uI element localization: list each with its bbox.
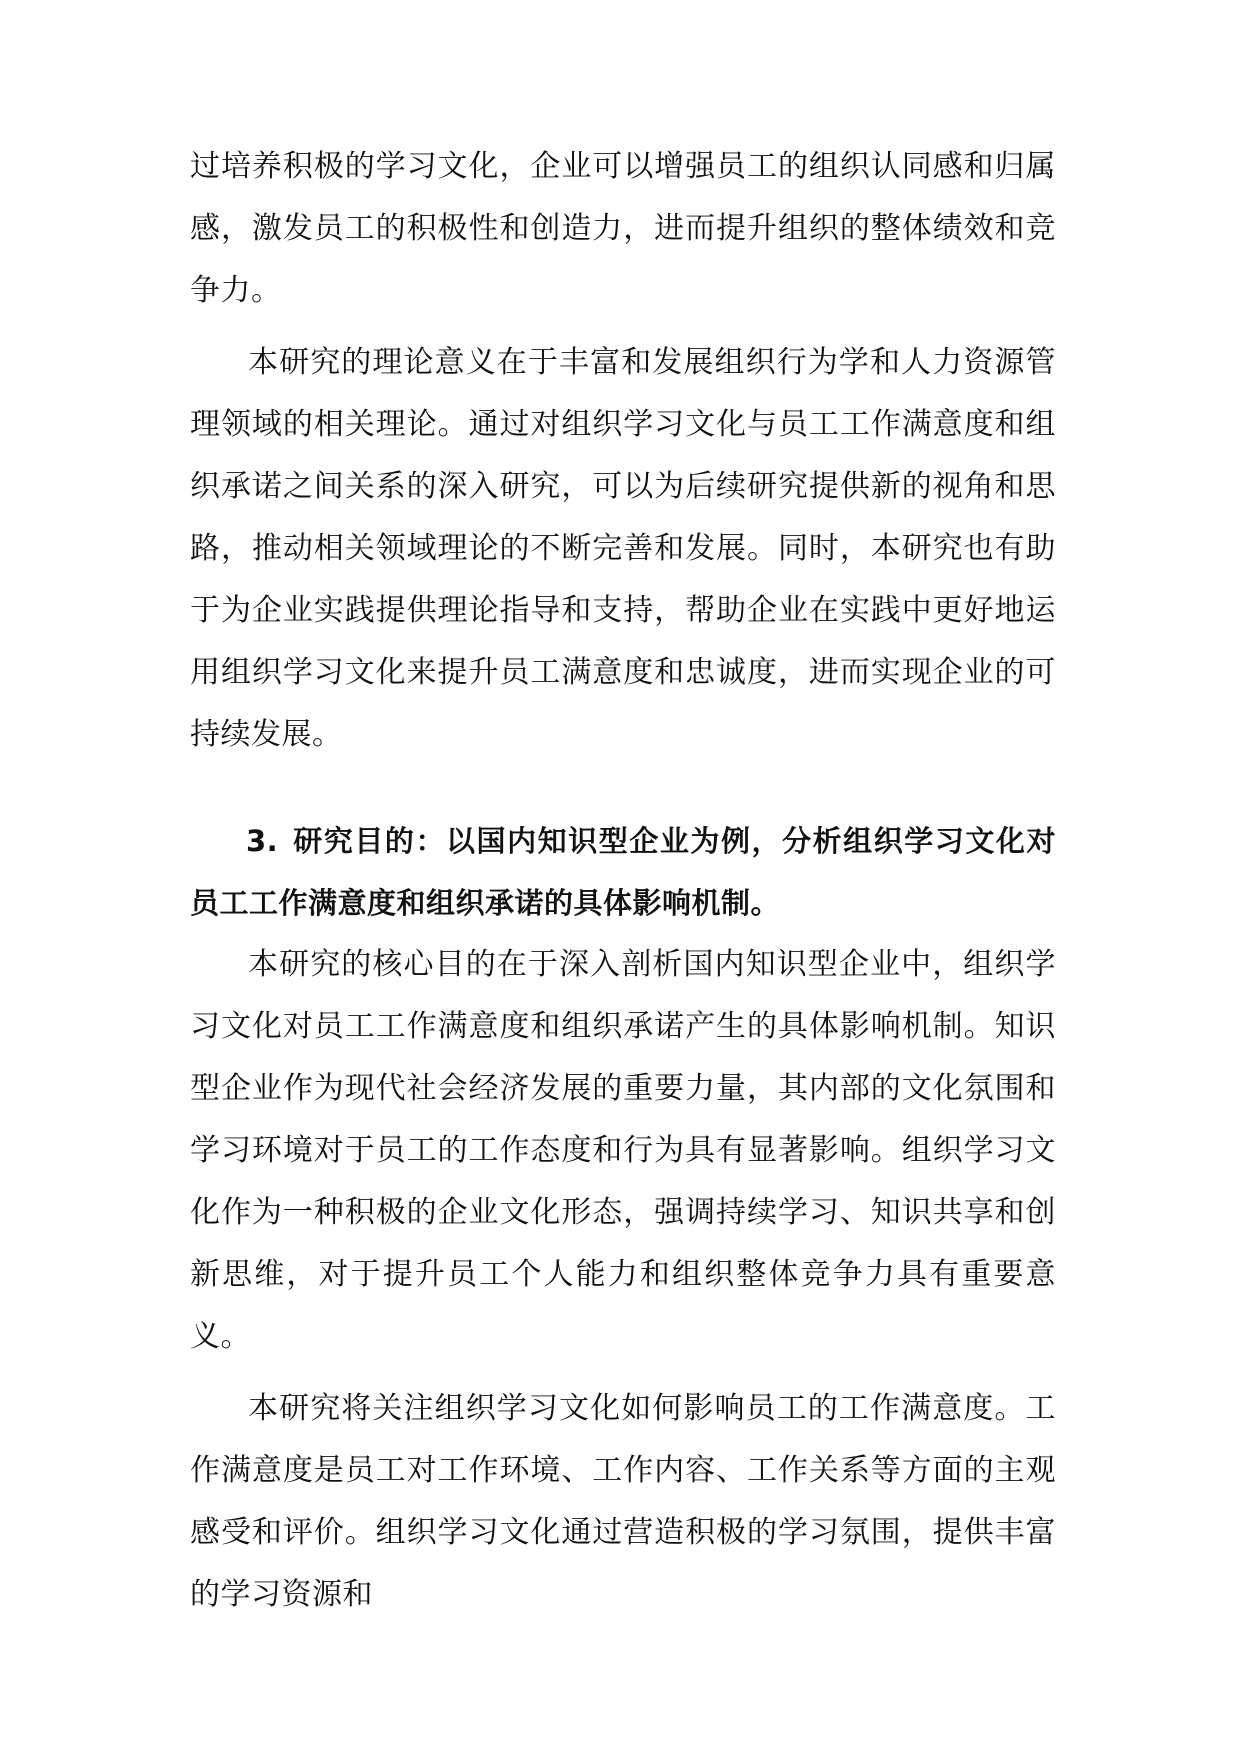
paragraph-job-satisfaction: 本研究将关注组织学习文化如何影响员工的工作满意度。工作满意度是员工对工作环境、工作内容、工作关系等方面的主观感受和评价。组织学习文化通过营造积极的学习氛围，提供丰富的学习资源和 bbox=[190, 1391, 1056, 1612]
paragraph-core-purpose: 本研究的核心目的在于深入剖析国内知识型企业中，组织学习文化对员工工作满意度和组织承诺产生的具体影响机制。知识型企业作为现代社会经济发展的重要力量，其内部的文化氛围和学习环境对于员工的工作态度和行为具有显著影响。组织学习文化作为一种积极的企业文化形态，强调持续学习、知识共享和创新思维，对于提升员工个人能力和组织整体竞争力具有重要意义。 bbox=[190, 947, 1056, 1354]
paragraph-continuation: 过培养积极的学习文化，企业可以增强员工的组织认同感和归属感，激发员工的积极性和创造力，进而提升组织的整体绩效和竞争力。 bbox=[190, 149, 1056, 308]
section-heading bbox=[190, 810, 1056, 934]
section-heading-text: 研究目的：以国内知识型企业为例，分析组织学习文化对员工工作满意度和组织承诺的具体影响机制。 bbox=[190, 824, 1056, 920]
paragraph-theoretical-significance: 本研究的理论意义在于丰富和发展组织行为学和人力资源管理领域的相关理论。通过对组织学习文化与员工工作满意度和组织承诺之间关系的深入研究，可以为后续研究提供新的视角和思路，推动相关领域理论的不断完善和发展。同时，本研究也有助于为企业实践提供理论指导和支持，帮助企业在实践中更好地运用组织学习文化来提升员工满意度和忠诚度，进而实现企业的可持续发展。 bbox=[190, 345, 1056, 752]
section-heading-number: 3. bbox=[246, 824, 279, 858]
document-body bbox=[190, 136, 1056, 1626]
